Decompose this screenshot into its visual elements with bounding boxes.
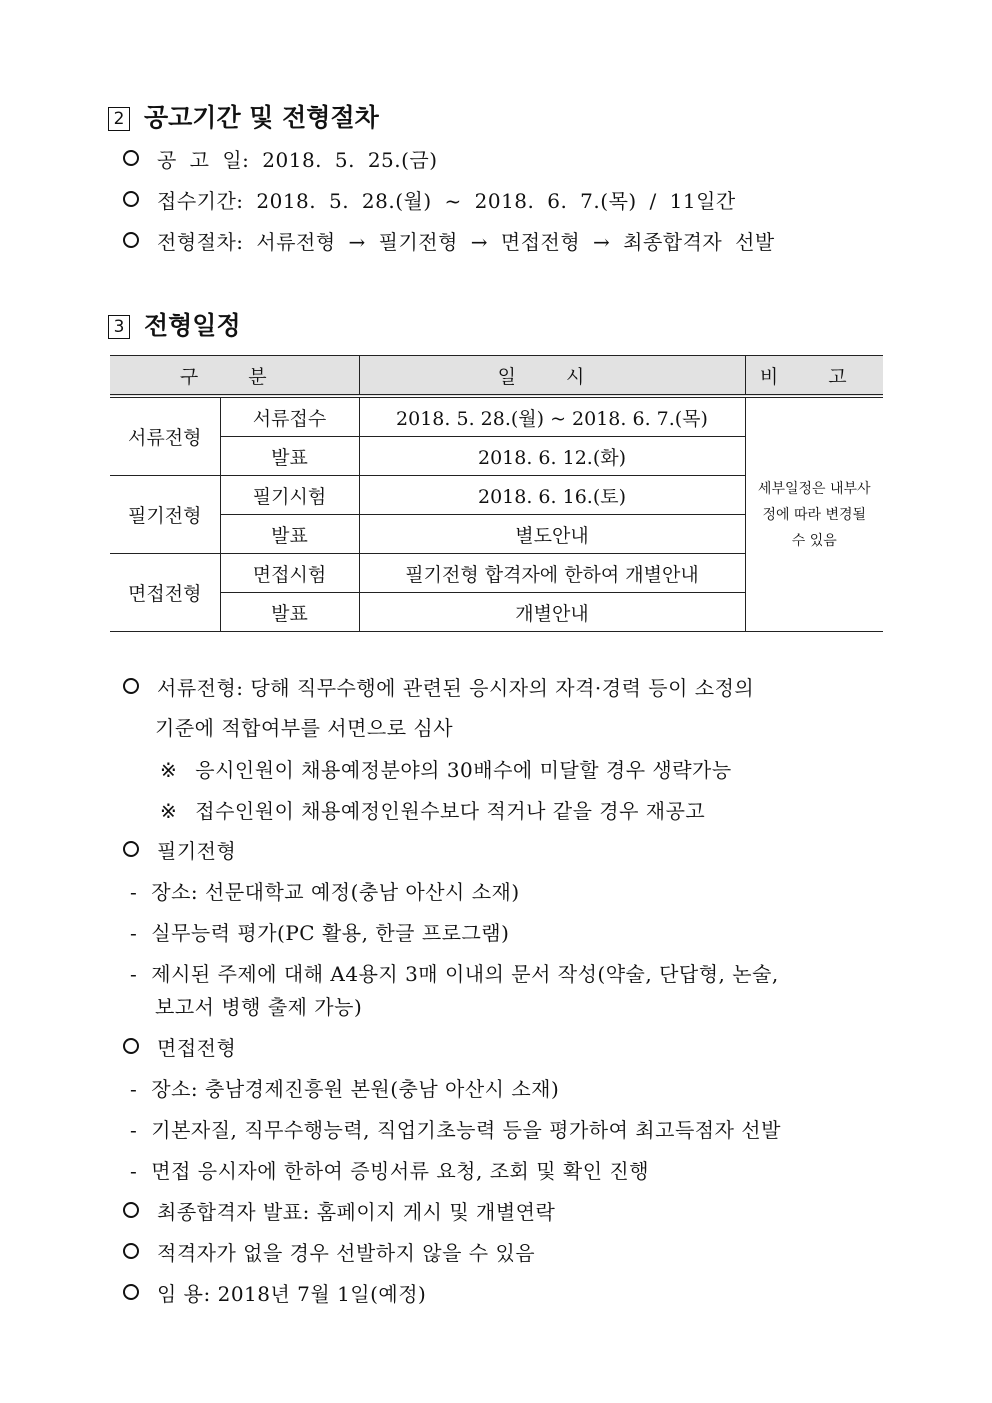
doc-review-note1: ※ 응시인원이 채용예정분야의 30배수에 미달할 경우 생략가능 (160, 758, 732, 782)
sub-name: 발표 (220, 593, 359, 632)
date-cell: 별도안내 (359, 515, 745, 554)
section3-number: 3 (108, 315, 130, 339)
date-cell: 2018. 6. 12.(화) (359, 437, 745, 476)
circle-bullet-icon (123, 841, 139, 857)
interview-detail-1: - 장소: 충남경제진흥원 본원(충남 아산시 소재) (130, 1077, 560, 1101)
group-name: 서류전형 (110, 396, 220, 476)
group-name: 면접전형 (110, 554, 220, 632)
section2-title: 공고기간 및 전형절차 (144, 103, 379, 132)
interview-detail-2: - 기본자질, 직무수행능력, 직업기초능력 등을 평가하여 최고득점자 선발 (130, 1118, 781, 1142)
circle-bullet-icon (123, 150, 139, 166)
reference-mark: ※ (160, 799, 178, 823)
table-header-row (110, 356, 883, 397)
dash-mark: - (130, 880, 138, 904)
section2-number: 2 (108, 107, 130, 131)
final-announcement: 최종합격자 발표: 홈페이지 게시 및 개별연락 (123, 1196, 555, 1225)
sub-name: 면접시험 (220, 554, 359, 593)
section2-heading (108, 98, 379, 134)
doc-review-note2: ※ 접수인원이 채용예정인원수보다 적거나 같을 경우 재공고 (160, 799, 706, 823)
table-row (110, 396, 883, 437)
remarks-cell: 세부일정은 내부사정에 따라 변경될 수 있음 (745, 396, 883, 632)
circle-bullet-icon (123, 1284, 139, 1300)
sub-name: 발표 (220, 515, 359, 554)
sub-name: 발표 (220, 437, 359, 476)
circle-bullet-icon (123, 678, 139, 694)
date-cell: 필기전형 합격자에 한하여 개별안내 (359, 554, 745, 593)
circle-bullet-icon (123, 232, 139, 248)
dash-mark: - (130, 1118, 138, 1142)
sub-name: 서류접수 (220, 396, 359, 437)
section2-item-3: 전형절차: 서류전형 → 필기전형 → 면접전형 → 최종합격자 선발 (123, 226, 775, 255)
dash-mark: - (130, 1159, 138, 1183)
written-detail-3-cont: 보고서 병행 출제 가능) (155, 995, 363, 1019)
dash-mark: - (130, 921, 138, 945)
doc-review-line1: 서류전형: 당해 직무수행에 관련된 응시자의 자격·경력 등이 소정의 (123, 672, 754, 701)
written-title: 필기전형 (123, 835, 236, 864)
date-cell: 2018. 5. 28.(월) ~ 2018. 6. 7.(목) (359, 396, 745, 437)
circle-bullet-icon (123, 1202, 139, 1218)
group-name: 필기전형 (110, 476, 220, 554)
circle-bullet-icon (123, 191, 139, 207)
date-cell: 2018. 6. 16.(토) (359, 476, 745, 515)
interview-detail-3: - 면접 응시자에 한하여 증빙서류 요청, 조회 및 확인 진행 (130, 1159, 650, 1183)
written-detail-1: - 장소: 선문대학교 예정(충남 아산시 소재) (130, 880, 520, 904)
interview-title: 면접전형 (123, 1032, 236, 1061)
date-cell: 개별안내 (359, 593, 745, 632)
doc-review-line2: 기준에 적합여부를 서면으로 심사 (155, 716, 454, 740)
reference-mark: ※ (160, 758, 178, 782)
written-detail-2: - 실무능력 평가(PC 활용, 한글 프로그램) (130, 921, 510, 945)
dash-mark: - (130, 962, 138, 986)
section2-item-1: 공 고 일: 2018. 5. 25.(금) (123, 144, 438, 173)
no-qualified-note: 적격자가 없을 경우 선발하지 않을 수 있음 (123, 1237, 535, 1266)
section3-heading (108, 306, 241, 342)
section2-item-2: 접수기간: 2018. 5. 28.(월) ~ 2018. 6. 7.(목) / 11일간 (123, 185, 736, 214)
header-datetime: 일 시 (359, 356, 745, 397)
header-category: 구 분 (110, 356, 359, 397)
header-remarks: 비 고 (745, 356, 883, 397)
circle-bullet-icon (123, 1243, 139, 1259)
sub-name: 필기시험 (220, 476, 359, 515)
section3-title: 전형일정 (144, 311, 241, 340)
appointment-date: 임 용: 2018년 7월 1일(예정) (123, 1278, 426, 1307)
dash-mark: - (130, 1077, 138, 1101)
written-detail-3: - 제시된 주제에 대해 A4용지 3매 이내의 문서 작성(약술, 단답형, 논술, (130, 962, 779, 986)
schedule-table (110, 355, 883, 632)
circle-bullet-icon (123, 1038, 139, 1054)
